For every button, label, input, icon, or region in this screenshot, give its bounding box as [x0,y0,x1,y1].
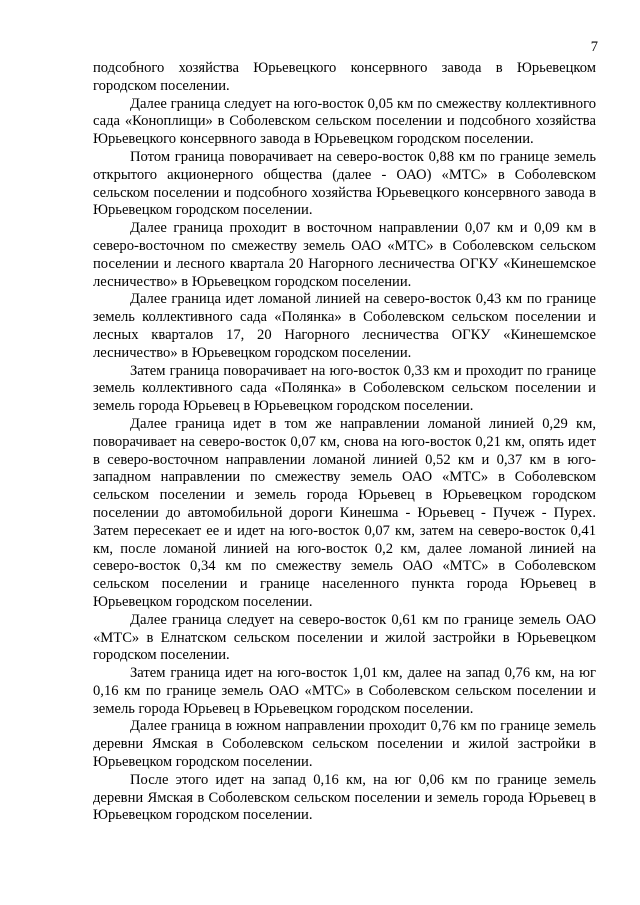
paragraph: Далее граница идет ломаной линией на северо-восток 0,43 км по границе земель коллективного сада «Полянка» в Соболевском сельском поселении и лесных кварталов 17, 20 Нагорного лесничества ОГКУ «Кинешемское лесничество» в Юрьевецком городском поселении. [93,291,596,361]
paragraph: Далее граница идет в том же направлении ломаной линией 0,29 км, поворачивает на северо-восток 0,07 км, снова на юго-восток 0,21 км, опять идет в северо-восточном направлении ломаной линией 0,52 км и 0,37 км в юго-западном направлении по смежеству земель ОАО «МТС» в Соболевском сельском поселении и земель города Юрьевец в Юрьевецком городском поселении до автомобильной дороги Кинешма - Юрьевец - Пучеж - Пурех. Затем пересекает ее и идет на юго-восток 0,07 км, затем на северо-восток 0,41 км, после ломаной линией на юго-восток 0,2 км, далее ломаной линией на северо-восток 0,34 км по смежеству земель ОАО «МТС» в Соболевском сельском поселении и границе населенного пункта города Юрьевец в Юрьевецком городском поселении. [93,415,596,610]
paragraph: После этого идет на запад 0,16 км, на юг 0,06 км по границе земель деревни Ямская в Соболевском сельском поселении и земель города Юрьевец в Юрьевецком городском поселении. [93,771,596,824]
page-number: 7 [590,39,598,55]
document-body [93,60,596,825]
paragraph: Потом граница поворачивает на северо-восток 0,88 км по границе земель открытого акционерного общества (далее - ОАО) «МТС» в Соболевском сельском поселении и подсобного хозяйства Юрьевецкого консервного завода в Юрьевецком городском поселении. [93,148,596,219]
paragraph: Далее граница следует на юго-восток 0,05 км по смежеству коллективного сада «Коноплищи» в Соболевском сельском поселении и подсобного хозяйства Юрьевецкого консервного завода в Юрьевецком городском поселении. [93,95,596,148]
paragraph: Далее граница следует на северо-восток 0,61 км по границе земель ОАО «МТС» в Елнатском сельском поселении и жилой застройки в Юрьевецком городском поселении. [93,611,596,664]
paragraph-continued: подсобного хозяйства Юрьевецкого консервного завода в Юрьевецком городском поселении. [93,60,596,94]
paragraph: Затем граница поворачивает на юго-восток 0,33 км и проходит по границе земель коллективного сада «Полянка» в Соболевском сельском поселении и земель города Юрьевец в Юрьевецком городском поселении. [93,362,596,415]
paragraph: Далее граница проходит в восточном направлении 0,07 км и 0,09 км в северо-восточном по смежеству земель ОАО «МТС» в Соболевском сельском поселении и лесного квартала 20 Нагорного лесничества ОГКУ «Кинешемское лесничество» в Юрьевецком городском поселении. [93,220,596,290]
paragraph: Затем граница идет на юго-восток 1,01 км, далее на запад 0,76 км, на юг 0,16 км по границе земель ОАО «МТС» в Соболевском сельском поселении и земель города Юрьевец в Юрьевецком городском поселении. [93,665,596,717]
paragraph: Далее граница в южном направлении проходит 0,76 км по границе земель деревни Ямская в Соболевском сельском поселении и жилой застройки в Юрьевецком городском поселении. [93,718,596,771]
